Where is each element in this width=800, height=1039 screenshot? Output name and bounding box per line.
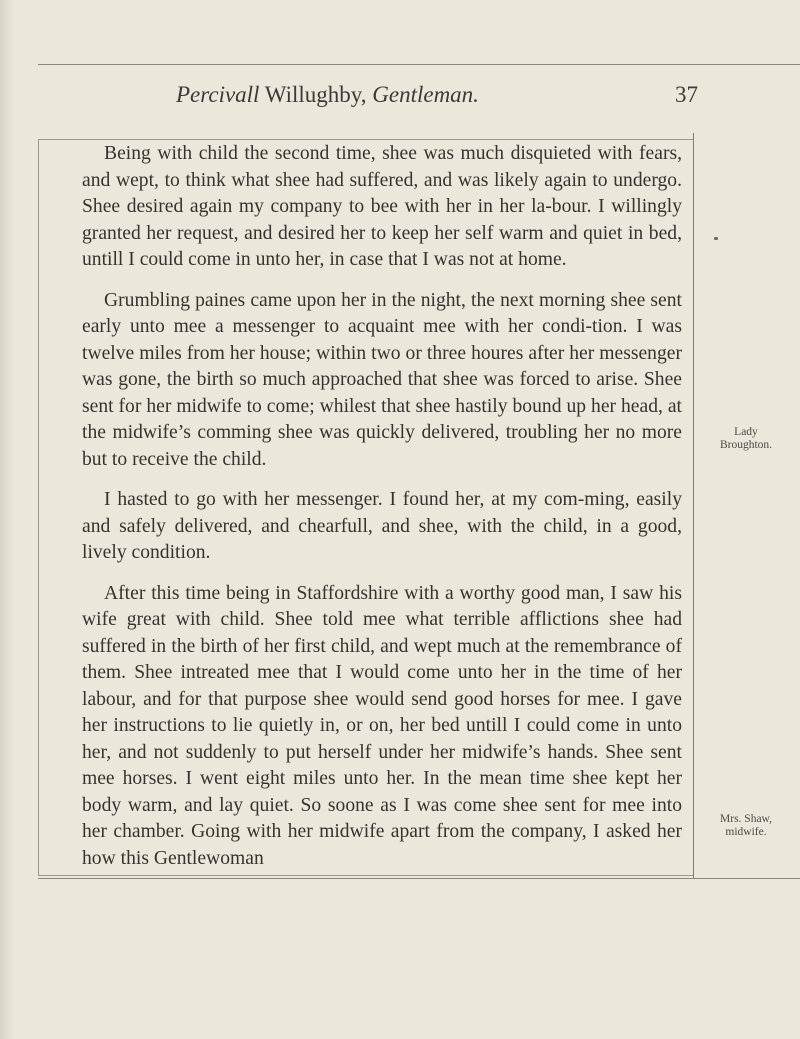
top-rule xyxy=(38,64,800,65)
body-text xyxy=(82,141,682,886)
margin-note-line: Broughton. xyxy=(719,439,773,451)
margin-note-lady-broughton xyxy=(696,426,796,452)
margin-note-line: Lady xyxy=(734,426,758,438)
page-number: 37 xyxy=(675,82,698,107)
page-gutter-shadow xyxy=(0,0,14,1039)
paragraph: Being with child the second time, shee was much disquieted with fears, and wept, to think what shee had suffered, and was likely again to undergo. Shee desired again my company to bee with her in her la-bour. I willingly granted her request, and desired her to keep her self warm and quiet in bed, untill I could come in unto her, in case that I was not at home. xyxy=(82,143,682,270)
paragraph: I hasted to go with her messenger. I found her, at my com-ming, easily and safely delivered, and chearfull, and shee, with the child, in a good, lively condition. xyxy=(82,489,682,563)
paragraph: Grumbling paines came upon her in the night, the next morning shee sent early unto mee a messenger to acquaint mee with her condi-tion. I was twelve miles from her house; within two or three houres after her messenger was gone, the birth so much approached that shee was forced to arise. Shee sent for her midwife to come; whilest that shee hastily bound up her head, at the midwife’s comming shee was quickly delivered, troubling her no more but to receive the child. xyxy=(82,289,682,470)
margin-note-line: Mrs. Shaw, xyxy=(720,813,772,825)
margin-column-divider xyxy=(693,133,694,878)
paragraph: After this time being in Staffordshire with a worthy good man, I saw his wife great with child. Shee told mee what terrible afflictions shee had suffered in the birth of her first child, and wept much at the remembrance of them. Shee intreated mee that I would come unto her in the time of her labour, and for that purpose shee would send good horses for mee. I gave her instructions to lie quietly in, or on, her bed untill I could come in unto her, and not suddenly to put herself under her midwife’s hands. Shee sent mee horses. I went eight miles unto her. In the mean time shee kept her body warm, and lay quiet. So soone as I was come shee sent for mee into her chamber. Going with her midwife apart from the company, I asked her how this Gentlewoman xyxy=(82,582,682,869)
running-title-surname: Willughby, xyxy=(259,82,373,107)
running-title xyxy=(176,82,479,108)
margin-note-line: midwife. xyxy=(725,826,767,838)
margin-ink-mark xyxy=(714,237,718,240)
running-title-name: Percivall xyxy=(176,82,260,107)
running-header xyxy=(38,70,700,132)
running-title-rank: Gentleman. xyxy=(372,82,479,107)
margin-note-mrs-shaw xyxy=(696,813,796,839)
